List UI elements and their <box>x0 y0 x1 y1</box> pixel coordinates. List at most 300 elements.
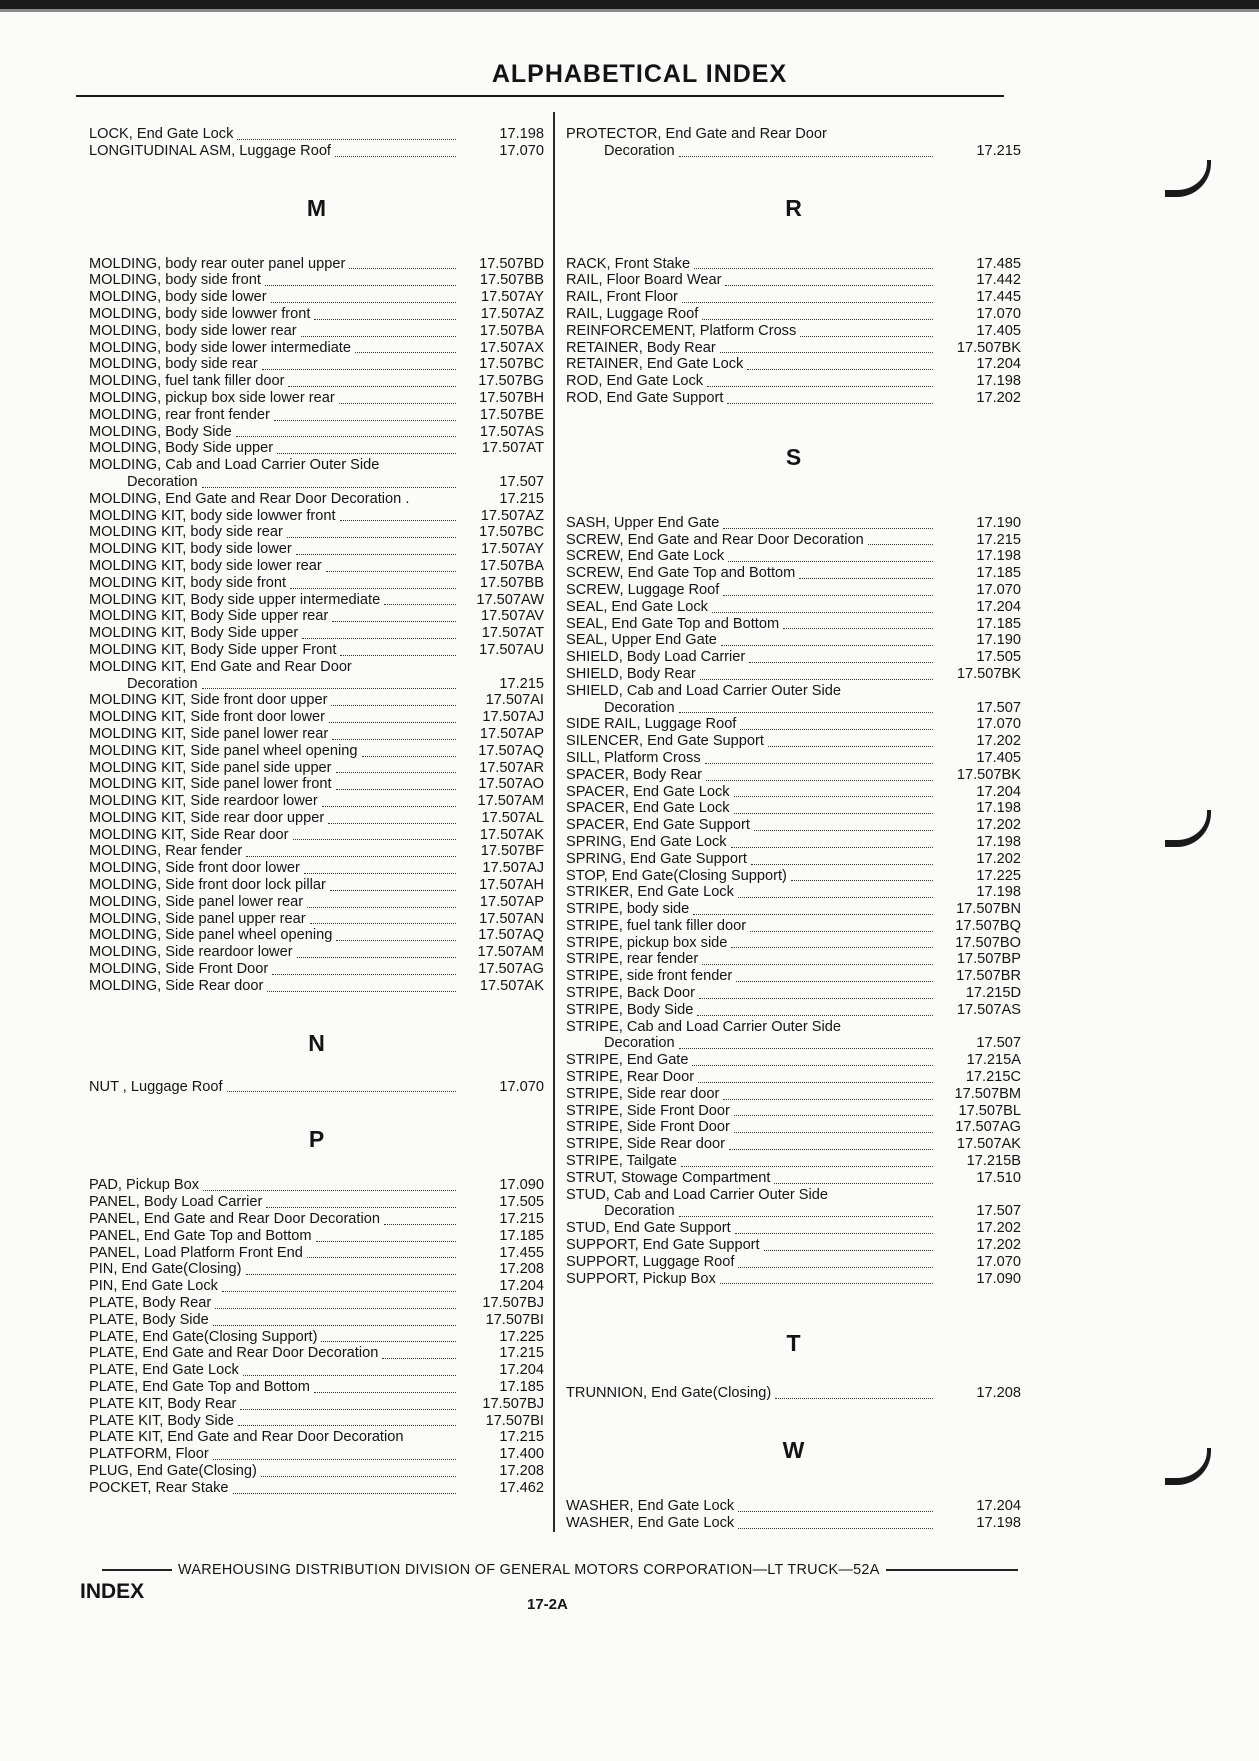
entry-label: MOLDING KIT, Body Side upper rear <box>89 608 329 625</box>
index-entry <box>566 884 1021 901</box>
spacer <box>566 1402 1021 1430</box>
entry-label: SUPPORT, End Gate Support <box>566 1237 760 1254</box>
entry-label: STRIPE, Side rear door <box>566 1085 720 1102</box>
dot-leader <box>310 913 456 924</box>
index-entry <box>89 592 544 609</box>
dot-leader <box>202 477 456 488</box>
index-entry <box>89 843 544 860</box>
entry-label: PLATE, End Gate and Rear Door Decoration <box>89 1345 379 1362</box>
page-title: ALPHABETICAL INDEX <box>491 60 788 88</box>
page-number: 17-2A <box>527 1596 568 1613</box>
dot-leader <box>775 1388 933 1399</box>
entry-label: MOLDING KIT, Body Side upper <box>89 625 299 642</box>
entry-label: TRUNNION, End Gate(Closing) <box>566 1385 772 1402</box>
dot-leader <box>734 1105 933 1116</box>
dot-leader <box>700 669 933 680</box>
index-entry <box>89 1295 544 1312</box>
entry-label: SILENCER, End Gate Support <box>566 733 764 750</box>
entry-reference: 17.507AN <box>479 910 544 927</box>
dot-leader <box>679 146 933 157</box>
index-entry <box>566 1498 1021 1515</box>
entry-reference: 17.507 <box>976 1035 1021 1052</box>
dot-leader <box>331 695 456 706</box>
dot-leader <box>728 551 933 562</box>
entry-reference: 17.215 <box>499 1211 544 1228</box>
entry-label: PLATE, Body Rear <box>89 1295 212 1312</box>
entry-reference: 17.507BF <box>480 843 544 860</box>
entry-reference: 17.185 <box>499 1379 544 1396</box>
entry-reference: 17.507AG <box>955 1119 1021 1136</box>
index-entry <box>566 918 1021 935</box>
index-entry <box>566 1153 1021 1170</box>
dot-leader <box>729 1139 933 1150</box>
entry-label: RAIL, Luggage Roof <box>566 305 699 322</box>
index-entry <box>89 961 544 978</box>
index-entry <box>89 1345 544 1362</box>
dot-leader <box>290 578 456 589</box>
index-entry <box>566 666 1021 683</box>
entry-reference: 17.507BL <box>958 1102 1021 1119</box>
entry-reference: 17.507 <box>976 699 1021 716</box>
entry-reference: 17.204 <box>976 1498 1021 1515</box>
dot-leader <box>329 712 456 723</box>
dot-leader <box>288 376 456 387</box>
index-entry <box>566 565 1021 582</box>
dot-leader <box>330 880 456 891</box>
entry-reference: 17.204 <box>976 598 1021 615</box>
index-entry <box>89 1362 544 1379</box>
section-letter-heading: R <box>785 194 802 221</box>
entry-label: MOLDING KIT, Side panel lower front <box>89 776 332 793</box>
dot-leader <box>227 1081 456 1092</box>
section-letter-heading: S <box>785 443 802 470</box>
dot-leader <box>740 719 933 730</box>
dot-leader <box>679 1206 933 1217</box>
entry-reference: 17.507AT <box>481 625 544 642</box>
entry-label: RAIL, Front Floor <box>566 289 678 306</box>
index-entry-heading <box>566 683 1021 700</box>
entry-reference: 17.507BH <box>479 389 544 406</box>
dot-leader <box>301 326 456 337</box>
entry-reference: 17.215 <box>976 531 1021 548</box>
entry-reference: 17.090 <box>976 1270 1021 1287</box>
entry-reference: 17.215 <box>499 490 544 507</box>
dot-leader <box>340 645 456 656</box>
index-entry-heading <box>566 1187 1021 1204</box>
dot-leader <box>799 568 933 579</box>
entry-reference: 17.507AL <box>481 809 544 826</box>
index-entry <box>566 1069 1021 1086</box>
top-border-shadow <box>0 9 1259 12</box>
section-letter-heading: M <box>306 194 327 221</box>
section-letter-heading: T <box>786 1330 801 1357</box>
dot-leader <box>707 376 933 387</box>
index-entry <box>566 1136 1021 1153</box>
entry-reference: 17.198 <box>976 548 1021 565</box>
entry-label: SCREW, End Gate and Rear Door Decoration <box>566 531 864 548</box>
entry-label: SUPPORT, Pickup Box <box>566 1270 716 1287</box>
entry-label: STRIPE, pickup box side <box>566 934 728 951</box>
spacer <box>566 1470 1021 1498</box>
entry-reference: 17.070 <box>976 1253 1021 1270</box>
entry-label: Decoration <box>127 675 198 692</box>
entry-label: STUD, Cab and Load Carrier Outer Side <box>566 1186 828 1203</box>
binding-hole-mark-middle <box>1165 810 1211 847</box>
dot-leader <box>271 292 456 303</box>
dot-leader <box>246 846 456 857</box>
entry-reference: 17.215A <box>966 1052 1021 1069</box>
dot-leader <box>738 1518 933 1529</box>
index-entry <box>89 356 544 373</box>
index-entry <box>89 474 544 491</box>
entry-reference: 17.208 <box>976 1385 1021 1402</box>
entry-label: NUT , Luggage Roof <box>89 1078 223 1095</box>
entry-label: SIDE RAIL, Luggage Roof <box>566 716 737 733</box>
entry-label: Decoration <box>604 1035 675 1052</box>
entry-label: ROD, End Gate Support <box>566 389 724 406</box>
index-entry <box>566 733 1021 750</box>
entry-label: SEAL, Upper End Gate <box>566 632 717 649</box>
entry-label: MOLDING, Rear fender <box>89 843 243 860</box>
index-entry <box>89 508 544 525</box>
dot-leader <box>213 1315 456 1326</box>
entry-reference: 17.204 <box>976 356 1021 373</box>
entry-reference: 17.507AQ <box>478 927 544 944</box>
entry-reference: 17.507BR <box>956 968 1021 985</box>
top-border-rule <box>0 0 1259 9</box>
entry-label: MOLDING, Side reardoor lower <box>89 944 293 961</box>
index-entry <box>566 901 1021 918</box>
spacer <box>89 1063 544 1079</box>
dot-leader <box>692 1055 933 1066</box>
entry-reference: 17.507AY <box>480 541 544 558</box>
entry-reference: 17.190 <box>976 632 1021 649</box>
index-entry <box>89 143 544 160</box>
dot-leader <box>697 1005 933 1016</box>
entry-label: STRIPE, End Gate <box>566 1052 689 1069</box>
entry-label: STRIPE, body side <box>566 901 690 918</box>
entry-reference: 17.202 <box>976 850 1021 867</box>
spacer <box>89 995 544 1023</box>
entry-label: MOLDING, fuel tank filler door <box>89 373 285 390</box>
dot-leader <box>721 635 933 646</box>
dot-leader <box>734 786 933 797</box>
dot-leader <box>382 1348 456 1359</box>
index-entry <box>89 1480 544 1497</box>
index-entry <box>89 1413 544 1430</box>
dot-leader <box>326 561 456 572</box>
entry-reference: 17.507BM <box>954 1085 1021 1102</box>
entry-reference: 17.507AT <box>481 440 544 457</box>
entry-reference: 17.204 <box>499 1362 544 1379</box>
entry-label: PIN, End Gate(Closing) <box>89 1261 242 1278</box>
dot-leader <box>693 904 933 915</box>
entry-label: SCREW, Luggage Roof <box>566 581 720 598</box>
entry-reference: 17.190 <box>976 514 1021 531</box>
index-entry <box>566 1220 1021 1237</box>
index-entry <box>89 1379 544 1396</box>
spacer <box>89 1159 544 1177</box>
entry-label: PLATE KIT, End Gate and Rear Door Decoration <box>89 1429 404 1446</box>
index-entry <box>89 793 544 810</box>
entry-reference: 17.507AY <box>480 289 544 306</box>
dot-leader <box>868 534 933 545</box>
dot-leader <box>736 971 933 982</box>
entry-reference: 17.198 <box>499 126 544 142</box>
entry-reference: 17.507AV <box>480 608 544 625</box>
entry-reference: 17.185 <box>976 565 1021 582</box>
entry-label: SHIELD, Body Rear <box>566 665 696 682</box>
index-entry-heading <box>89 457 544 474</box>
entry-label: STRIPE, Back Door <box>566 985 695 1002</box>
index-entry <box>566 582 1021 599</box>
entry-label: PLATE KIT, Body Side <box>89 1412 234 1429</box>
index-entry <box>89 575 544 592</box>
entry-reference: 17.507AH <box>479 877 544 894</box>
dot-leader <box>774 1173 933 1184</box>
entry-reference: 17.507 <box>499 473 544 490</box>
entry-label: MOLDING KIT, Side panel lower rear <box>89 725 329 742</box>
entry-reference: 17.070 <box>976 581 1021 598</box>
entry-label: STRIKER, End Gate Lock <box>566 884 734 901</box>
entry-label: SEAL, End Gate Lock <box>566 598 708 615</box>
dot-leader <box>262 359 456 370</box>
index-entry <box>566 599 1021 616</box>
index-entry <box>89 1312 544 1329</box>
entry-reference: 17.507BJ <box>482 1395 544 1412</box>
section-letter-heading: N <box>308 1029 325 1056</box>
dot-leader <box>791 870 933 881</box>
dot-leader <box>302 628 456 639</box>
index-entry <box>566 1385 1021 1402</box>
entry-label: MOLDING KIT, Side front door lower <box>89 709 326 726</box>
entry-reference: 17.185 <box>499 1227 544 1244</box>
entry-reference: 17.507BB <box>479 272 544 289</box>
entry-label: MOLDING, Side Front Door <box>89 961 269 978</box>
entry-reference: 17.070 <box>499 1078 544 1095</box>
entry-reference: 17.070 <box>976 716 1021 733</box>
index-entry <box>89 323 544 340</box>
index-entry <box>89 911 544 928</box>
index-entry <box>566 951 1021 968</box>
dot-leader <box>336 779 456 790</box>
dot-leader <box>800 326 933 337</box>
dot-leader <box>332 729 456 740</box>
dot-leader <box>265 275 456 286</box>
footer-text: WAREHOUSING DISTRIBUTION DIVISION OF GENERAL MOTORS CORPORATION—LT TRUCK—52A <box>178 1562 880 1578</box>
dot-leader <box>749 652 933 663</box>
dot-leader <box>277 443 456 454</box>
entry-reference: 17.202 <box>976 733 1021 750</box>
index-entry <box>89 676 544 693</box>
entry-label: SILL, Platform Cross <box>566 749 701 766</box>
entry-label: SPRING, End Gate Lock <box>566 833 727 850</box>
entry-reference: 17.204 <box>976 783 1021 800</box>
index-entry <box>566 340 1021 357</box>
dot-leader <box>413 495 456 505</box>
index-entry <box>566 256 1021 273</box>
index-entry <box>566 323 1021 340</box>
dot-leader <box>735 1223 933 1234</box>
dot-leader <box>202 678 456 689</box>
index-entry <box>566 1035 1021 1052</box>
index-entry <box>566 1103 1021 1120</box>
entry-reference: 17.507AU <box>479 641 544 658</box>
entry-reference: 17.507BQ <box>955 917 1021 934</box>
index-entry <box>89 1329 544 1346</box>
dot-leader <box>236 426 456 437</box>
index-entry <box>566 851 1021 868</box>
dot-leader <box>222 1281 456 1292</box>
entry-label: STOP, End Gate(Closing Support) <box>566 867 787 884</box>
dot-leader <box>723 585 933 596</box>
dot-leader <box>321 1331 456 1342</box>
entry-label: MOLDING, Cab and Load Carrier Outer Side <box>89 457 380 474</box>
entry-reference: 17.507BI <box>485 1311 544 1328</box>
dot-leader <box>754 820 933 831</box>
entry-label: MOLDING KIT, Body side upper intermediate <box>89 591 381 608</box>
entry-label: MOLDING, body side front <box>89 272 261 289</box>
entry-reference: 17.070 <box>499 142 544 159</box>
index-entry <box>566 968 1021 985</box>
index-entry <box>89 289 544 306</box>
index-entry <box>89 373 544 390</box>
dot-leader <box>727 393 933 404</box>
entry-reference: 17.507BO <box>955 934 1021 951</box>
index-entry <box>566 1086 1021 1103</box>
dot-leader <box>702 309 933 320</box>
dot-leader <box>702 954 933 965</box>
entry-label: MOLDING, Side panel upper rear <box>89 910 306 927</box>
entry-label: WASHER, End Gate Lock <box>566 1515 735 1532</box>
dot-leader <box>339 393 456 404</box>
index-entry <box>89 927 544 944</box>
entry-label: MOLDING KIT, body side lower <box>89 541 292 558</box>
entry-label: LOCK, End Gate Lock <box>89 126 234 142</box>
entry-label: MOLDING KIT, Side rear door upper <box>89 809 325 826</box>
index-entry <box>566 716 1021 733</box>
entry-reference: 17.507AI <box>485 692 544 709</box>
entry-reference: 17.215 <box>499 675 544 692</box>
entry-label: PANEL, End Gate and Rear Door Decoration <box>89 1211 380 1228</box>
entry-label: STRIPE, fuel tank filler door <box>566 917 747 934</box>
entry-reference: 17.455 <box>499 1244 544 1261</box>
entry-reference: 17.507AZ <box>480 507 544 524</box>
dot-leader <box>750 921 933 932</box>
index-entry <box>89 827 544 844</box>
entry-label: MOLDING, Side Rear door <box>89 977 264 994</box>
entry-label: STRIPE, Rear Door <box>566 1069 695 1086</box>
dot-leader <box>297 947 456 958</box>
entry-label: SPRING, End Gate Support <box>566 850 747 867</box>
index-entry <box>566 616 1021 633</box>
index-entry <box>566 373 1021 390</box>
entry-label: REINFORCEMENT, Platform Cross <box>566 322 797 339</box>
entry-reference: 17.507BA <box>479 557 544 574</box>
index-entry <box>566 356 1021 373</box>
entry-reference: 17.507BK <box>956 766 1021 783</box>
index-entry <box>566 817 1021 834</box>
dot-leader <box>233 1483 456 1494</box>
entry-label: STRIPE, Body Side <box>566 1001 694 1018</box>
entry-reference: 17.507BK <box>956 339 1021 356</box>
entry-reference: 17.505 <box>499 1194 544 1211</box>
entry-label: STUD, End Gate Support <box>566 1220 731 1237</box>
index-entry <box>566 700 1021 717</box>
entry-label: STRIPE, Side Front Door <box>566 1119 730 1136</box>
entry-reference: 17.507BD <box>479 255 544 272</box>
index-column-right <box>566 126 1021 1532</box>
dot-leader <box>307 1247 456 1258</box>
index-entry <box>89 272 544 289</box>
dot-leader <box>407 1433 456 1443</box>
entry-reference: 17.507AJ <box>482 860 544 877</box>
index-entry <box>566 868 1021 885</box>
dot-leader <box>246 1264 457 1275</box>
entry-reference: 17.215C <box>965 1069 1021 1086</box>
dot-leader <box>738 1501 933 1512</box>
dot-leader <box>731 837 933 848</box>
entry-reference: 17.202 <box>976 1237 1021 1254</box>
entry-label: MOLDING, body side lower rear <box>89 322 297 339</box>
entry-label: SEAL, End Gate Top and Bottom <box>566 615 780 632</box>
entry-reference: 17.507BA <box>479 322 544 339</box>
spacer <box>566 477 1021 515</box>
entry-label: MOLDING KIT, body side front <box>89 574 287 591</box>
dot-leader <box>725 275 933 286</box>
entry-label: MOLDING KIT, Side front door upper <box>89 692 328 709</box>
spacer <box>89 160 544 188</box>
entry-reference: 17.225 <box>976 867 1021 884</box>
spacer <box>566 407 1021 437</box>
dot-leader <box>314 1382 456 1393</box>
index-entry <box>566 1254 1021 1271</box>
binding-hole-mark-top <box>1165 160 1211 197</box>
entry-label: MOLDING KIT, Side panel side upper <box>89 759 332 776</box>
dot-leader <box>682 292 933 303</box>
index-entry <box>566 632 1021 649</box>
index-entry <box>566 548 1021 565</box>
index-entry <box>89 776 544 793</box>
entry-reference: 17.405 <box>976 749 1021 766</box>
index-entry <box>89 978 544 995</box>
entry-label: MOLDING KIT, body side lowwer front <box>89 507 336 524</box>
entry-reference: 17.400 <box>499 1446 544 1463</box>
dot-leader <box>720 342 933 353</box>
entry-reference: 17.510 <box>976 1169 1021 1186</box>
entry-label: PAD, Pickup Box <box>89 1177 200 1194</box>
entry-label: PLATE, End Gate(Closing Support) <box>89 1328 318 1345</box>
dot-leader <box>237 129 456 140</box>
dot-leader <box>261 1466 456 1477</box>
entry-reference: 17.507AM <box>477 793 544 810</box>
index-entry <box>89 877 544 894</box>
entry-reference: 17.507BC <box>479 356 544 373</box>
dot-leader <box>322 796 456 807</box>
dot-leader <box>213 1449 456 1460</box>
entry-reference: 17.507AZ <box>480 305 544 322</box>
index-entry <box>89 558 544 575</box>
index-entry <box>89 1194 544 1211</box>
index-entry <box>89 256 544 273</box>
entry-label: Decoration <box>604 1203 675 1220</box>
entry-reference: 17.507BK <box>956 665 1021 682</box>
index-entry <box>89 440 544 457</box>
entry-reference: 17.405 <box>976 322 1021 339</box>
dot-leader <box>705 753 933 764</box>
entry-reference: 17.507AS <box>956 1001 1021 1018</box>
index-entry <box>89 1429 544 1446</box>
